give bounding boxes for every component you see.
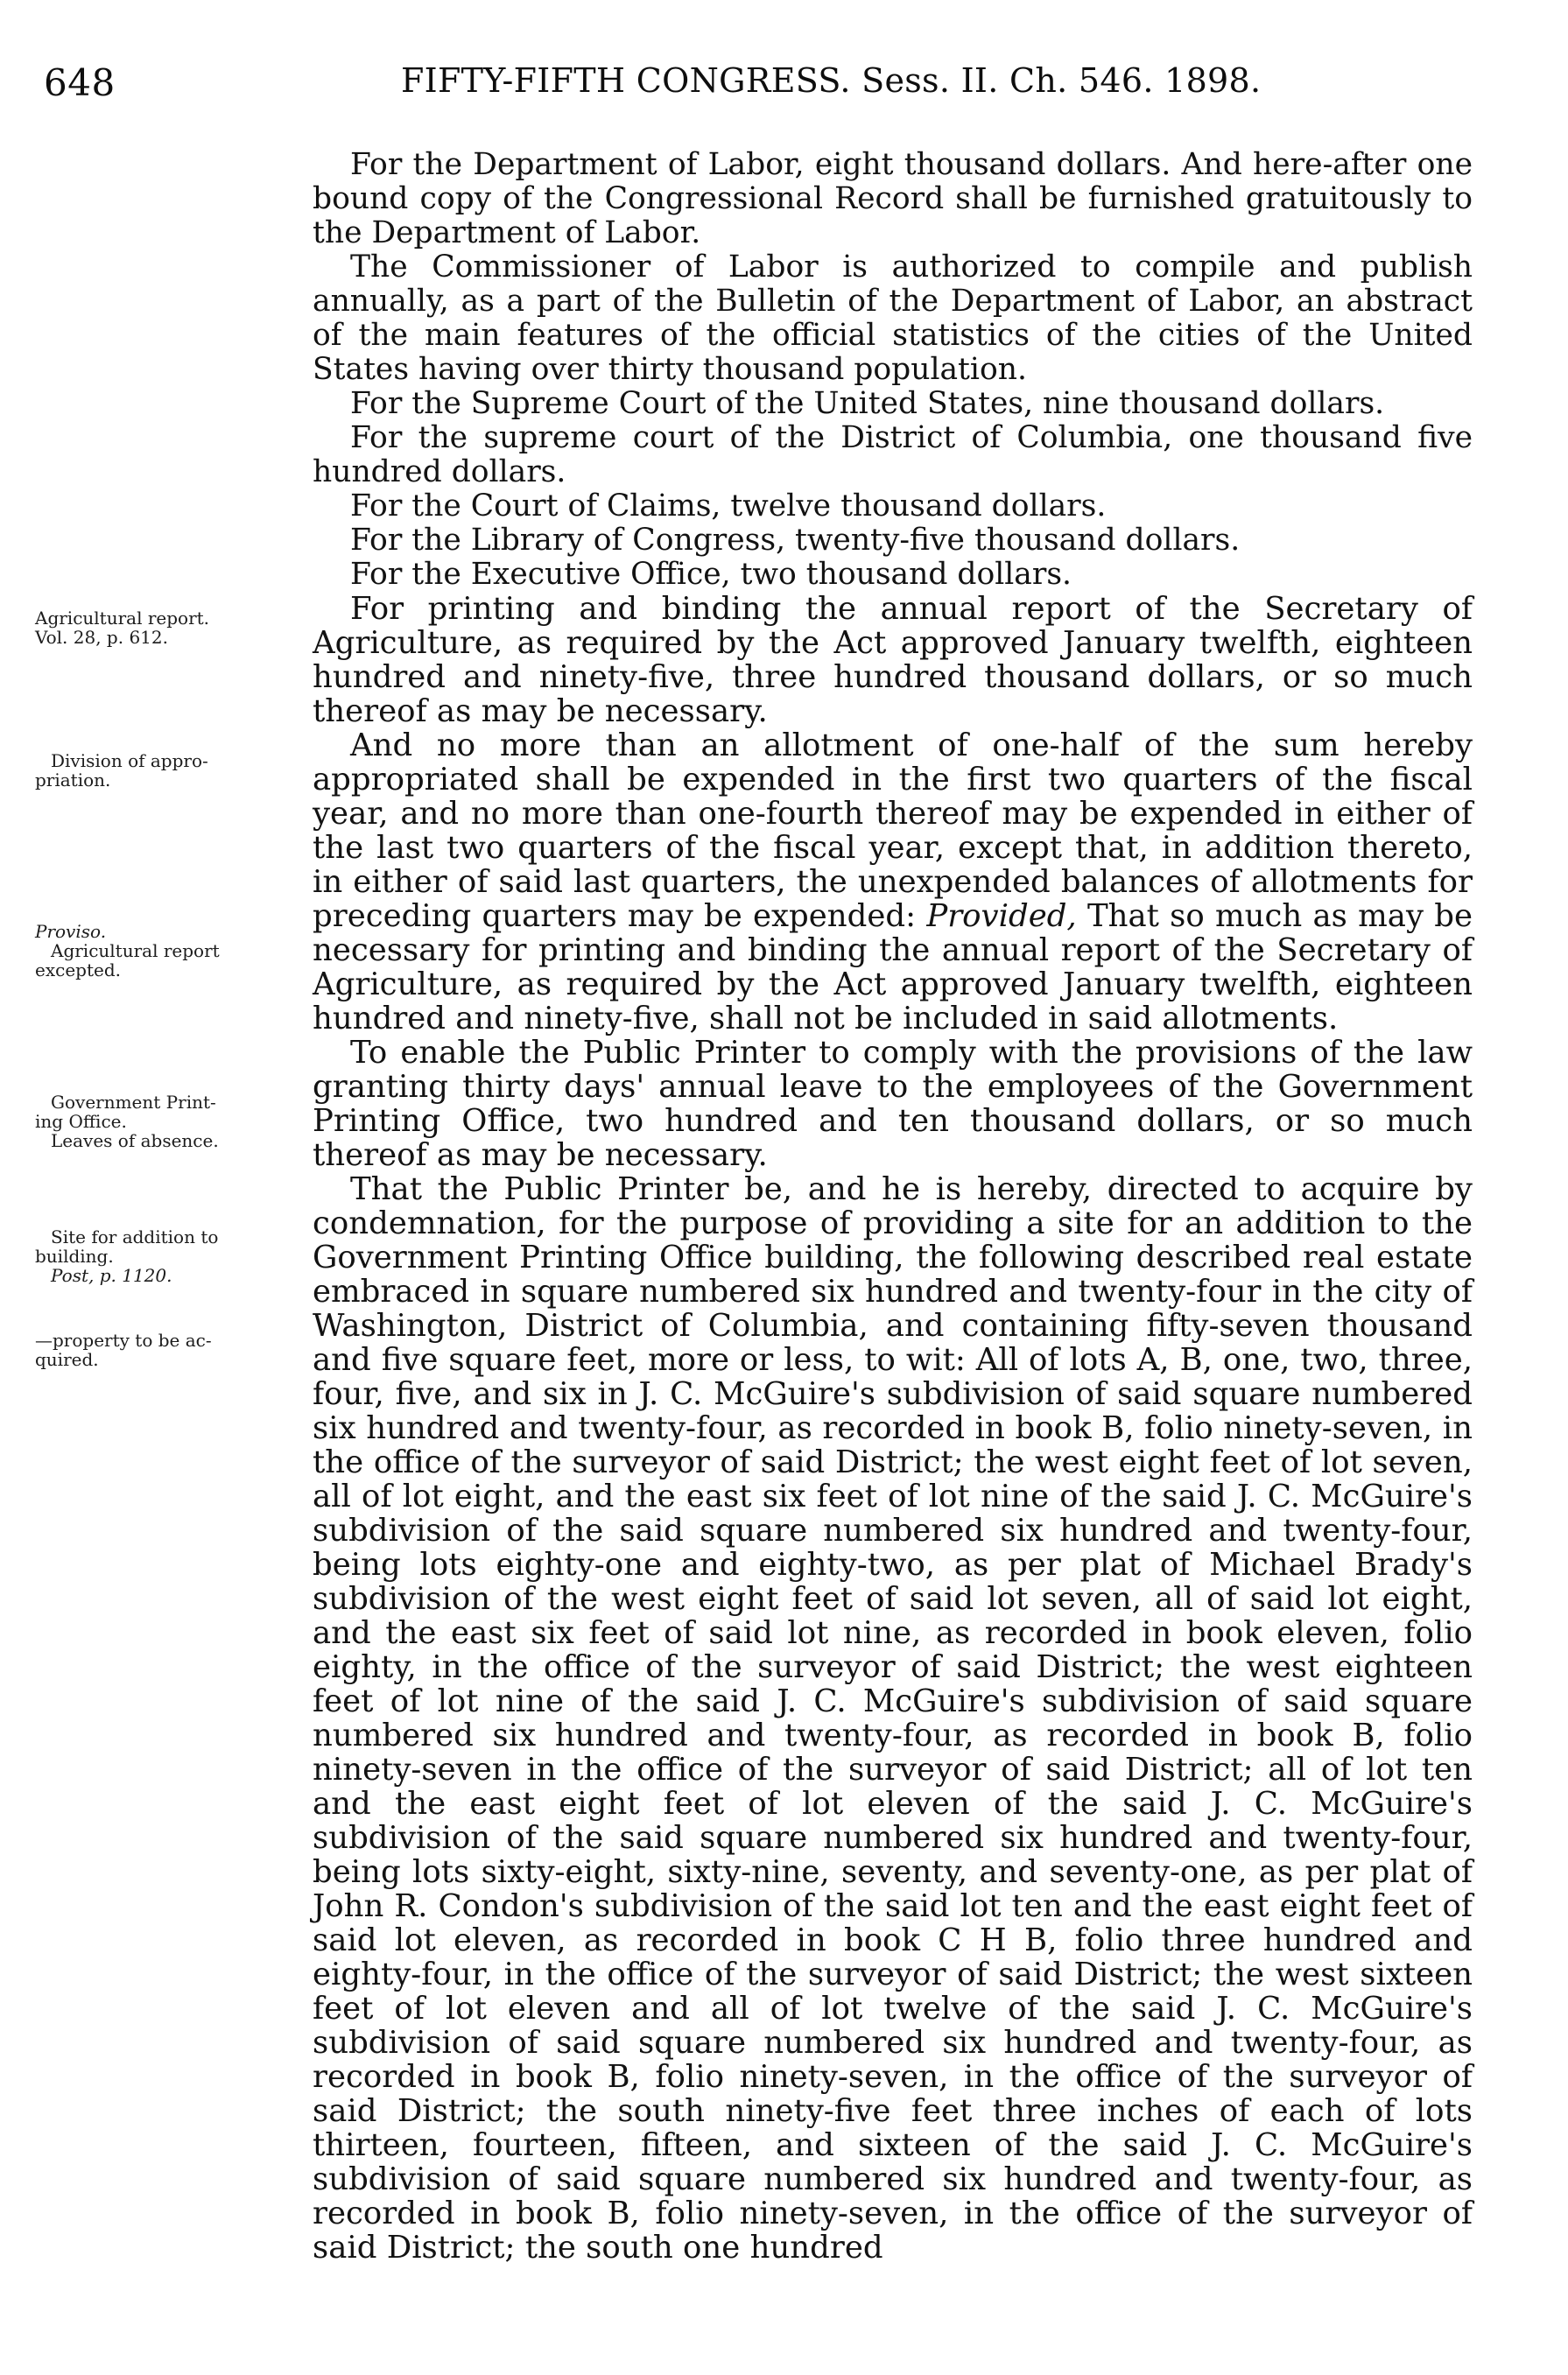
margin-note-government-printing-office bbox=[35, 1093, 298, 1150]
margin-notes bbox=[35, 0, 298, 2375]
margin-note-line: priation. bbox=[35, 769, 111, 790]
paragraph-library-of-congress: For the Library of Congress, twenty-five thousand dollars. bbox=[350, 523, 1241, 558]
margin-note-line: Vol. 28, p. 612. bbox=[35, 627, 168, 648]
margin-note-line: excepted. bbox=[35, 959, 121, 980]
provided-word: Provided, bbox=[926, 898, 1077, 934]
margin-note-line: Agricultural report bbox=[51, 940, 220, 961]
paragraph-division-of-appropriation bbox=[313, 728, 1473, 1036]
page-number: 648 bbox=[44, 61, 116, 104]
paragraph-supreme-court: For the Supreme Court of the United States, nine thousand dollars. bbox=[350, 386, 1385, 421]
paragraph-department-of-labor: For the Department of Labor, eight thousand dollars. And here-after one bound copy of the Congressional Record shall be furnished gratuitously to the Department of Labor. bbox=[313, 147, 1473, 250]
paragraph-executive-office: For the Executive Office, two thousand dollars. bbox=[350, 557, 1072, 592]
margin-note-line: Agricultural report. bbox=[35, 608, 210, 629]
margin-note-division-of-appropriation bbox=[35, 751, 298, 790]
paragraph-site-acquisition: That the Public Printer be, and he is hereby, directed to acquire by condemnation, for the purpose of providing a site for an addition to the Government Printing Office building, the following described real estate embraced in square numbered six hundred and twenty-four in the city of Washington, District of Columbia, and containing fifty-seven thousand and five square feet, more or less, to wit: All of lots A, B, one, two, three, four, five, and six in J. C. McGuire's subdivision of said square numbered six hundred and twenty-four, as recorded in book B, folio ninety-seven, in the office of the surveyor of said District; the west eight feet of lot seven, all of lot eight, and the east six feet of lot nine of the said J. C. McGuire's subdivision of the said square numbered six hundred and twenty-four, being lots eighty-one and eighty-two, as per plat of Michael Brady's subdivision of the west eight feet of said lot seven, all of said lot eight, and the east six feet of said lot nine, as recorded in book eleven, folio eighty, in the office of the surveyor of said District; the west eighteen feet of lot nine of the said J. C. McGuire's subdivision of said square numbered six hundred and twenty-four, as recorded in book B, folio ninety-seven in the office of the surveyor of said District; all of lot ten and the east eight feet of lot eleven of the said J. C. McGuire's subdivision of the said square numbered six hundred and twenty-four, being lots sixty-eight, sixty-nine, seventy, and seventy-one, as per plat of John R. Condon's subdivision of the said lot ten and the east eight feet of said lot eleven, as recorded in book C H B, folio three hundred and eighty-four, in the office of the surveyor of said District; the west sixteen feet of lot eleven and all of lot twelve of the said J. C. McGuire's subdivision of said square numbered six hundred and twenty-four, as recorded in book B, folio ninety-seven, in the office of the surveyor of said District; the south ninety-five feet three inches of each of lots thirteen, fourteen, fifteen, and sixteen of the said J. C. McGuire's subdivision of said square numbered six hundred and twenty-four, as recorded in book B, folio ninety-seven, in the office of the surveyor of said District; the south one hundred bbox=[313, 1171, 1473, 2266]
margin-note-line: —property to be ac- bbox=[35, 1330, 212, 1351]
margin-note-site-for-addition bbox=[35, 1227, 298, 1285]
margin-note-line: Site for addition to bbox=[51, 1226, 219, 1247]
proviso-text: That so much as may be necessary for printing and binding the annual report of the Secretary of Agriculture, as required by the Act approved January twelfth, eighteen hundred and ninety-five, shall not be included in said allotments. bbox=[313, 898, 1473, 1036]
paragraph-commissioner-of-labor: The Commissioner of Labor is authorized to compile and publish annually, as a part of the Bulletin of the Department of Labor, an abstract of the main features of the official statistics of the cities of the United States having over thirty thousand population. bbox=[313, 249, 1473, 387]
margin-note-line: Leaves of absence. bbox=[51, 1130, 219, 1151]
margin-note-line: ing Office. bbox=[35, 1111, 127, 1132]
margin-note-line: Division of appro- bbox=[51, 750, 208, 771]
margin-note-property-acquired bbox=[35, 1331, 298, 1369]
statute-body bbox=[313, 148, 1473, 2265]
margin-note-line: Proviso. bbox=[35, 921, 107, 942]
margin-note-line: Post, p. 1120. bbox=[51, 1265, 172, 1286]
paragraph-dc-supreme-court: For the supreme court of the District of Columbia, one thousand five hundred dollars. bbox=[313, 420, 1473, 489]
margin-note-line: Government Print- bbox=[51, 1092, 216, 1113]
paragraph-agricultural-report: For printing and binding the annual report of the Secretary of Agriculture, as required by the Act approved January twelfth, eighteen hundred and ninety-five, three hundred thousand dollars, or so much thereof as may be necessary. bbox=[313, 591, 1473, 729]
paragraph-court-of-claims: For the Court of Claims, twelve thousand dollars. bbox=[350, 488, 1107, 523]
margin-note-line: building. bbox=[35, 1246, 114, 1267]
margin-note-agricultural-report bbox=[35, 608, 298, 647]
margin-note-line: quired. bbox=[35, 1349, 99, 1370]
paragraph-leave-of-absence: To enable the Public Printer to comply with the provisions of the law granting thirty days' annual leave to the employees of the Government Printing Office, two hundred and ten thousand dollars, or so much thereof as may be necessary. bbox=[313, 1035, 1473, 1173]
running-head: FIFTY-FIFTH CONGRESS. Sess. II. Ch. 546. 1898. bbox=[401, 61, 1262, 100]
margin-note-proviso bbox=[35, 922, 298, 980]
division-text: And no more than an allotment of one-half of the sum hereby appropriated shall be expended in the first two quarters of the fiscal year, and no more than one-fourth thereof may be expended in either of the last two quarters of the fiscal year, except that, in addition thereto, in either of said last quarters, the unexpended balances of allotments for preceding quarters may be expended: bbox=[313, 727, 1473, 934]
